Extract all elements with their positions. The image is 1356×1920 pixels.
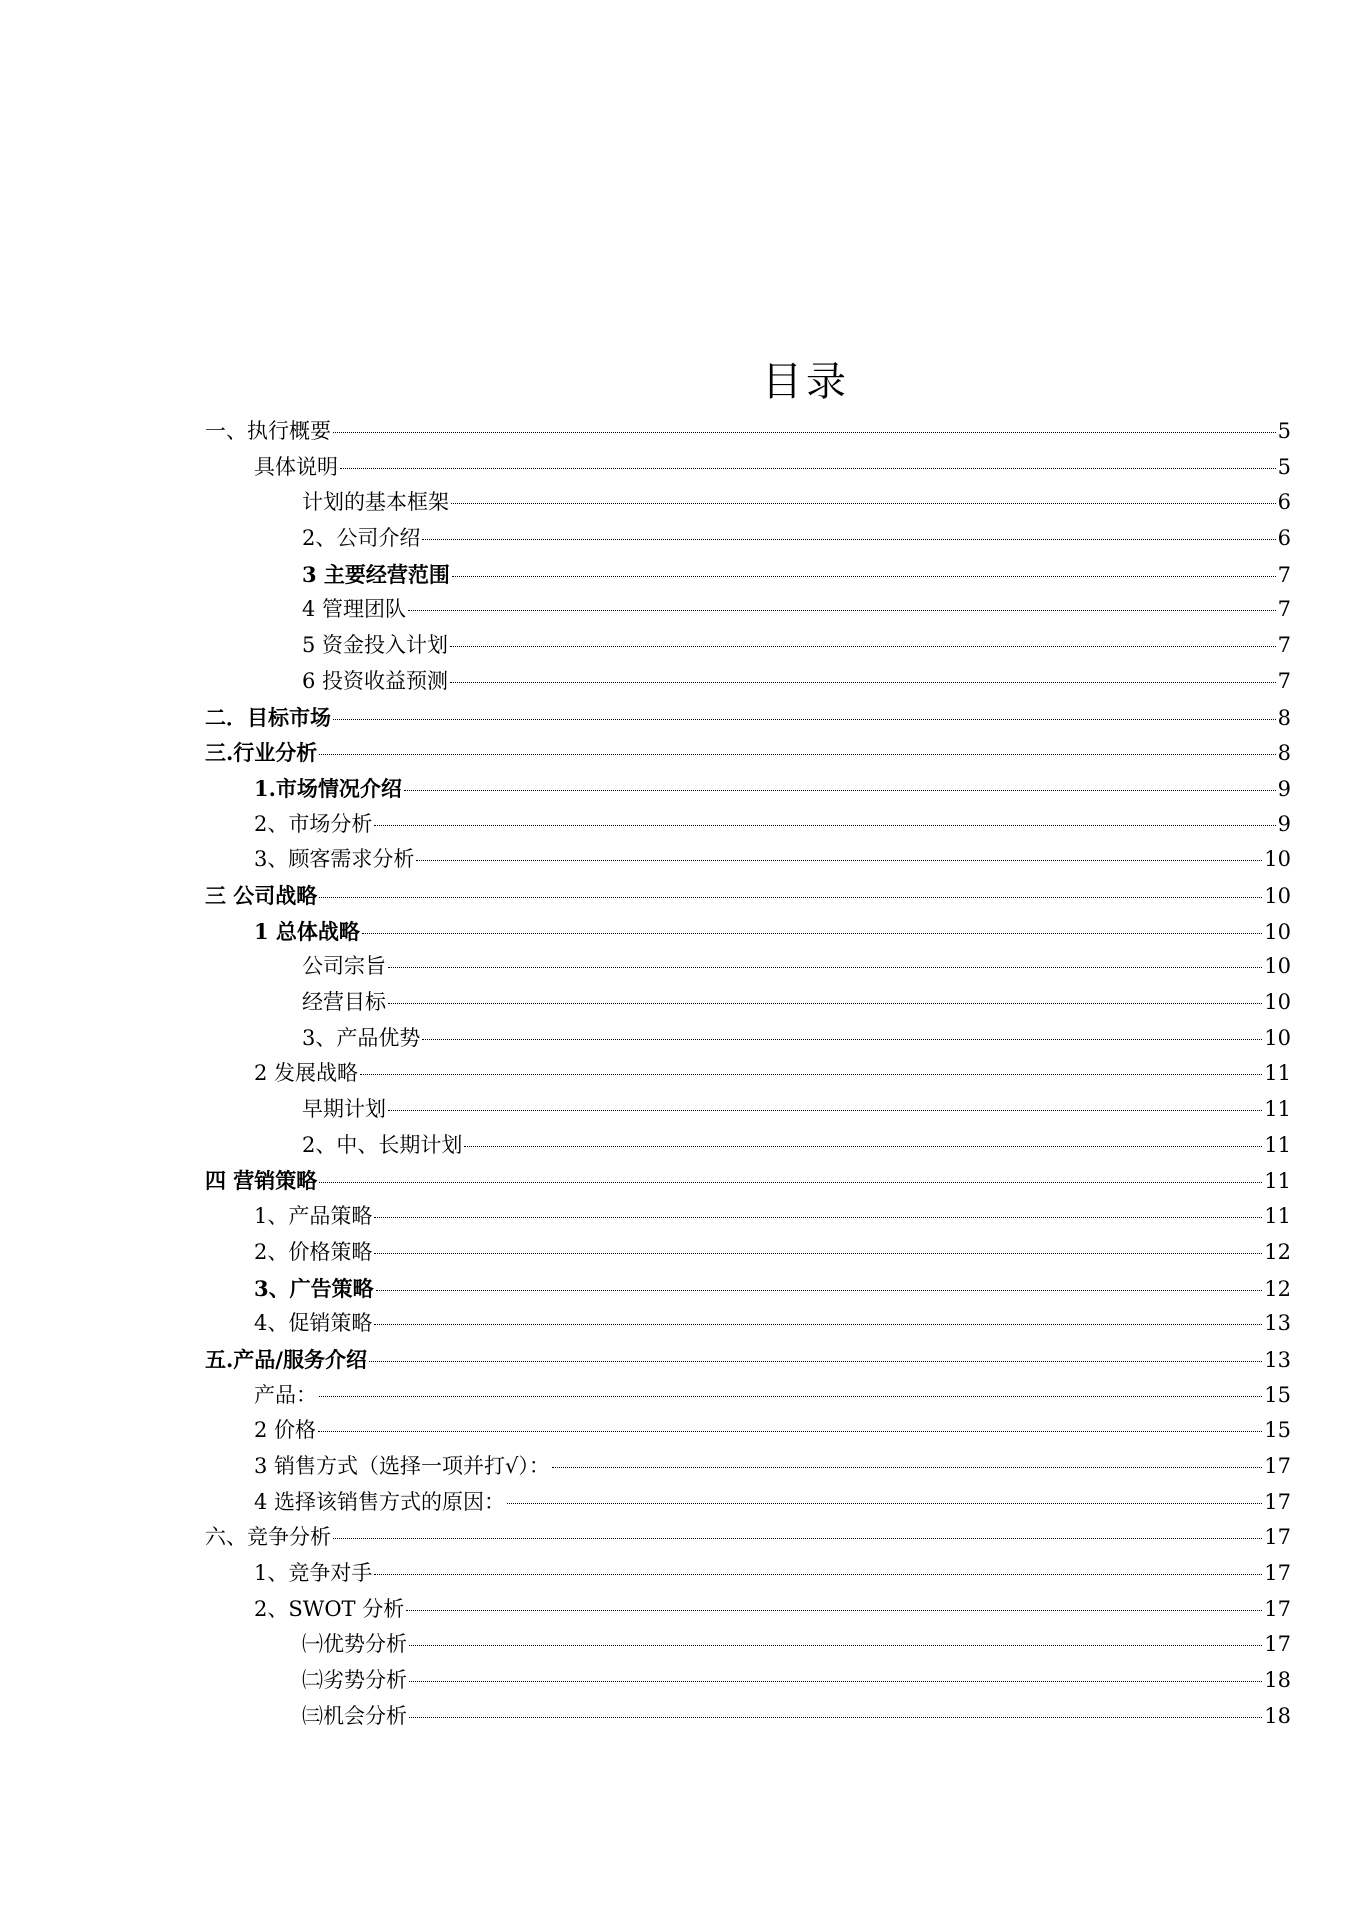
toc-entry-label: 2、价格策略 <box>254 1239 373 1264</box>
toc-entry[interactable] <box>205 1449 1291 1485</box>
toc-entry-label: 五.产品/服务介绍 <box>205 1346 367 1372</box>
toc-entry-label: 2、SWOT 分析 <box>254 1596 405 1621</box>
toc-entry-page-number: 9 <box>1277 811 1291 836</box>
toc-entry[interactable] <box>205 1627 1291 1663</box>
toc-entry[interactable] <box>205 414 1291 450</box>
toc-entry-page-number: 5 <box>1277 419 1291 443</box>
toc-entry-page-number: 6 <box>1277 490 1291 515</box>
toc-entry-label: 二．目标市场 <box>205 704 331 730</box>
toc-entry-page-number: 17 <box>1264 1561 1291 1585</box>
toc-entry-label: 2、公司介绍 <box>302 526 421 551</box>
toc-entry-label: 具体说明 <box>254 454 338 479</box>
toc-dot-leader <box>409 1645 1262 1646</box>
toc-entry-page-number: 18 <box>1264 1703 1291 1728</box>
toc-entry-page-number: 6 <box>1277 526 1291 551</box>
toc-entry[interactable] <box>205 1199 1291 1235</box>
toc-entry[interactable] <box>205 664 1291 700</box>
toc-entry-page-number: 11 <box>1264 1132 1291 1157</box>
toc-dot-leader <box>369 1361 1262 1362</box>
toc-dot-leader <box>388 1110 1262 1111</box>
toc-entry-page-number: 12 <box>1264 1276 1291 1301</box>
toc-dot-leader <box>374 1253 1262 1254</box>
toc-entry-label: 一、执行概要 <box>205 419 331 443</box>
toc-entry[interactable] <box>205 1663 1291 1699</box>
toc-dot-leader <box>374 1324 1262 1325</box>
toc-entry-page-number: 11 <box>1264 1061 1291 1086</box>
toc-dot-leader <box>552 1467 1262 1468</box>
toc-dot-leader <box>333 1538 1262 1539</box>
toc-entry-label: 1、产品策略 <box>254 1204 373 1229</box>
toc-entry-page-number: 7 <box>1277 633 1291 658</box>
toc-entry[interactable] <box>205 485 1291 521</box>
toc-entry-page-number: 13 <box>1264 1311 1291 1336</box>
toc-entry-label: 4、促销策略 <box>254 1311 373 1336</box>
toc-entry-label: 四 营销策略 <box>205 1168 318 1194</box>
toc-dot-leader <box>408 610 1276 611</box>
toc-entry-page-number: 11 <box>1264 1204 1291 1229</box>
toc-dot-leader <box>450 682 1276 683</box>
toc-entry-page-number: 5 <box>1277 454 1291 479</box>
toc-entry-page-number: 11 <box>1264 1097 1291 1122</box>
toc-entry[interactable] <box>205 628 1291 664</box>
toc-entry-page-number: 10 <box>1264 954 1291 979</box>
toc-entry[interactable] <box>205 1021 1291 1057</box>
toc-dot-leader <box>333 719 1276 720</box>
toc-entry[interactable] <box>205 1056 1291 1092</box>
toc-dot-leader <box>376 1290 1263 1291</box>
toc-entry-label: 公司宗旨 <box>302 954 386 979</box>
toc-entry-page-number: 10 <box>1264 990 1291 1014</box>
toc-dot-leader <box>388 1003 1262 1004</box>
toc-dot-leader <box>388 967 1262 968</box>
toc-entry-label: 经营目标 <box>302 990 386 1014</box>
table-of-contents <box>205 414 1291 1734</box>
toc-entry-page-number: 17 <box>1264 1489 1291 1514</box>
toc-entry[interactable] <box>205 985 1291 1021</box>
toc-dot-leader <box>450 646 1276 647</box>
toc-dot-leader <box>340 468 1276 469</box>
toc-entry[interactable] <box>205 1092 1291 1128</box>
toc-entry-label: 2 价格 <box>254 1418 317 1443</box>
toc-entry[interactable] <box>205 1413 1291 1449</box>
toc-entry-label: 六、竞争分析 <box>205 1525 331 1550</box>
toc-entry-label: 3、产品优势 <box>302 1025 421 1050</box>
toc-entry-page-number: 17 <box>1264 1453 1291 1478</box>
toc-dot-leader <box>409 1681 1262 1682</box>
toc-entry-label: 2 发展战略 <box>254 1061 359 1086</box>
toc-entry-label: 3、顾客需求分析 <box>254 847 415 872</box>
toc-entry[interactable] <box>205 450 1291 486</box>
toc-entry-page-number: 10 <box>1264 1025 1291 1050</box>
toc-dot-leader <box>452 576 1276 577</box>
toc-entry-label: 3、广告策略 <box>254 1275 374 1301</box>
toc-entry-page-number: 17 <box>1264 1596 1291 1621</box>
toc-entry-label: ㈡劣势分析 <box>302 1668 407 1693</box>
toc-entry[interactable] <box>205 1378 1291 1414</box>
toc-entry-page-number: 12 <box>1264 1239 1291 1264</box>
toc-entry-label: ㈢机会分析 <box>302 1703 407 1728</box>
toc-entry-label: 2、中、长期计划 <box>302 1132 463 1157</box>
toc-entry-page-number: 11 <box>1264 1169 1291 1194</box>
toc-entry[interactable] <box>205 557 1291 593</box>
toc-dot-leader <box>362 933 1262 934</box>
toc-entry-label: 6 投资收益预测 <box>302 668 449 693</box>
toc-entry-page-number: 13 <box>1264 1347 1291 1372</box>
toc-dot-leader <box>318 1431 1262 1432</box>
toc-dot-leader <box>464 1146 1262 1147</box>
toc-entry[interactable] <box>205 1128 1291 1164</box>
toc-entry[interactable] <box>205 1556 1291 1592</box>
toc-entry[interactable] <box>205 521 1291 557</box>
toc-entry-page-number: 10 <box>1264 919 1291 944</box>
toc-entry[interactable] <box>205 1163 1291 1199</box>
toc-dot-leader <box>374 825 1275 826</box>
toc-dot-leader <box>374 1217 1262 1218</box>
toc-entry-label: 早期计划 <box>302 1097 386 1122</box>
toc-entry-label: 三.行业分析 <box>205 740 318 766</box>
toc-entry-label: 1 总体战略 <box>254 918 360 944</box>
toc-entry-label: 4 选择该销售方式的原因： <box>254 1489 506 1514</box>
toc-dot-leader <box>319 1396 1262 1397</box>
toc-entry[interactable] <box>205 949 1291 985</box>
toc-dot-leader <box>374 1574 1262 1575</box>
toc-entry[interactable] <box>205 1520 1291 1556</box>
toc-entry-label: 1.市场情况介绍 <box>254 775 402 801</box>
toc-entry-page-number: 15 <box>1264 1382 1291 1407</box>
toc-dot-leader <box>422 1039 1262 1040</box>
toc-entry[interactable] <box>205 878 1291 914</box>
toc-entry-page-number: 15 <box>1264 1418 1291 1443</box>
toc-entry[interactable] <box>205 807 1291 843</box>
toc-entry-label: 3 销售方式（选择一项并打√）： <box>254 1453 550 1478</box>
toc-dot-leader <box>507 1503 1262 1504</box>
toc-dot-leader <box>319 1182 1262 1183</box>
toc-entry[interactable] <box>205 1342 1291 1378</box>
toc-entry[interactable] <box>205 1592 1291 1628</box>
toc-title: 目录 <box>762 359 850 405</box>
toc-entry-page-number: 17 <box>1264 1632 1291 1657</box>
toc-entry[interactable] <box>205 1271 1291 1307</box>
toc-dot-leader <box>319 897 1262 898</box>
toc-entry[interactable] <box>205 700 1291 736</box>
toc-entry[interactable] <box>205 735 1291 771</box>
toc-entry-label: 4 管理团队 <box>302 597 407 622</box>
toc-dot-leader <box>451 503 1276 504</box>
toc-entry-label: 5 资金投入计划 <box>302 633 449 658</box>
toc-entry[interactable] <box>205 771 1291 807</box>
toc-entry[interactable] <box>205 1306 1291 1342</box>
toc-dot-leader <box>333 432 1276 433</box>
toc-entry-page-number: 17 <box>1264 1525 1291 1550</box>
toc-entry[interactable] <box>205 842 1291 878</box>
toc-entry[interactable] <box>205 914 1291 950</box>
toc-entry-label: 2、市场分析 <box>254 811 373 836</box>
toc-entry-page-number: 10 <box>1264 883 1291 908</box>
toc-dot-leader <box>404 790 1276 791</box>
toc-entry-page-number: 7 <box>1277 562 1291 587</box>
toc-entry-page-number: 10 <box>1264 847 1291 872</box>
toc-entry[interactable] <box>205 592 1291 628</box>
toc-dot-leader <box>319 754 1275 755</box>
toc-entry-page-number: 8 <box>1277 705 1291 730</box>
toc-entry-label: 1、竞争对手 <box>254 1561 373 1585</box>
toc-dot-leader <box>360 1074 1262 1075</box>
toc-entry-page-number: 9 <box>1277 776 1291 801</box>
toc-dot-leader <box>409 1717 1262 1718</box>
toc-entry-label: 3 主要经营范围 <box>302 561 450 587</box>
toc-entry-label: 三 公司战略 <box>205 882 318 908</box>
toc-dot-leader <box>422 539 1275 540</box>
toc-entry-label: 计划的基本框架 <box>302 490 449 515</box>
toc-entry-label: ㈠优势分析 <box>302 1632 407 1657</box>
toc-entry-page-number: 18 <box>1264 1668 1291 1693</box>
toc-entry-label: 产品： <box>254 1382 317 1407</box>
toc-entry[interactable] <box>205 1485 1291 1521</box>
toc-entry[interactable] <box>205 1235 1291 1271</box>
toc-dot-leader <box>406 1610 1262 1611</box>
toc-dot-leader <box>416 860 1262 861</box>
toc-entry[interactable] <box>205 1699 1291 1735</box>
toc-entry-page-number: 7 <box>1277 597 1291 622</box>
toc-entry-page-number: 8 <box>1277 741 1291 766</box>
toc-entry-page-number: 7 <box>1277 668 1291 693</box>
